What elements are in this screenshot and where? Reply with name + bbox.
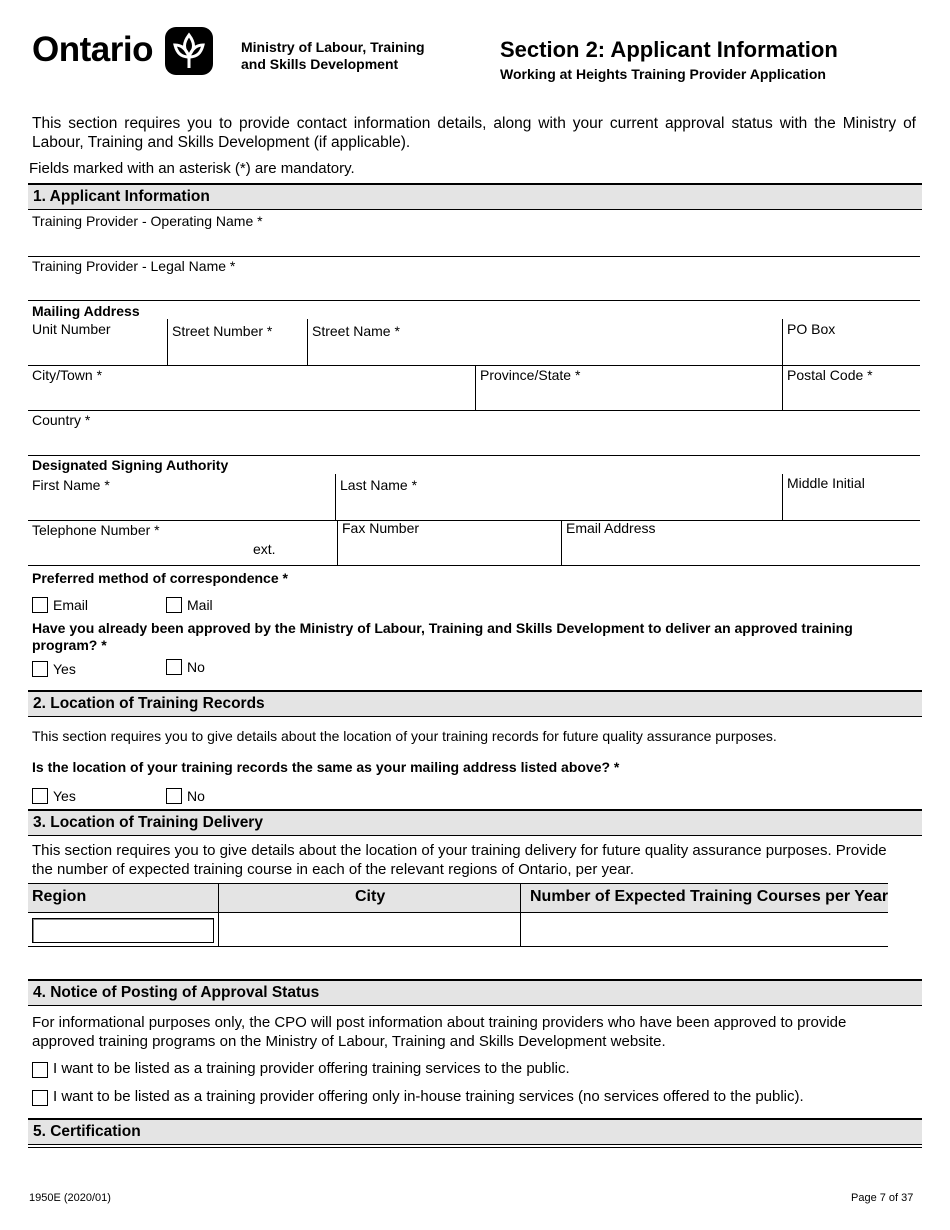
correspondence-mail-label: Mail (187, 597, 213, 613)
correspondence-email-checkbox[interactable] (32, 597, 48, 613)
mailing-address-heading: Mailing Address (32, 303, 140, 319)
street-name-field[interactable] (308, 340, 782, 365)
po-box-label: PO Box (787, 321, 836, 337)
legal-name-label: Training Provider - Legal Name * (32, 258, 236, 274)
courses-per-year-cell[interactable] (521, 914, 888, 946)
first-name-field[interactable] (28, 496, 335, 520)
section-3-header: 3. Location of Training Delivery (28, 809, 922, 836)
form-code: 1950E (2020/01) (29, 1192, 111, 1204)
inhouse-listing-checkbox[interactable] (32, 1090, 48, 1106)
middle-initial-field[interactable] (783, 496, 920, 520)
operating-name-field[interactable] (28, 232, 920, 256)
unit-number-label: Unit Number (32, 321, 111, 337)
section-5-header: 5. Certification (28, 1118, 922, 1145)
city-cell[interactable] (219, 914, 520, 946)
ministry-line-1: Ministry of Labour, Training (241, 39, 425, 55)
correspondence-question: Preferred method of correspondence * (32, 570, 288, 586)
approval-question: Have you already been approved by the Ministry of Labour, Training and Skills Development to deliver an approved training program? * (32, 620, 853, 653)
last-name-label: Last Name * (340, 477, 418, 493)
approval-yes-checkbox[interactable] (32, 661, 48, 677)
email-label: Email Address (566, 520, 656, 536)
ext-label: ext. (253, 541, 276, 557)
section-2-header: 2. Location of Training Records (28, 690, 922, 717)
section-4-description: For informational purposes only, the CPO will post information about training providers who have been approved to provide approved training programs on the Ministry of Labour, Training and Skills Development website. (32, 1014, 847, 1050)
postal-code-label: Postal Code * (787, 367, 873, 383)
province-field[interactable] (476, 386, 782, 410)
signing-authority-heading: Designated Signing Authority (32, 457, 229, 473)
records-location-question: Is the location of your training records the same as your mailing address listed above? * (32, 759, 620, 775)
ministry-line-2: and Skills Development (241, 56, 399, 72)
middle-initial-label: Middle Initial (787, 475, 865, 491)
po-box-field[interactable] (783, 340, 920, 365)
legal-name-field[interactable] (28, 277, 920, 300)
street-number-label: Street Number * (172, 323, 273, 339)
trillium-icon (165, 27, 213, 75)
page-title: Section 2: Applicant Information (500, 37, 838, 62)
operating-name-label: Training Provider - Operating Name * (32, 213, 263, 229)
correspondence-email-label: Email (53, 597, 89, 613)
records-no-label: No (187, 788, 205, 804)
inhouse-listing-label: I want to be listed as a training provider offering only in-house training services (no services offered to the public). (53, 1088, 804, 1105)
country-field[interactable] (28, 431, 920, 455)
street-name-label: Street Name * (312, 323, 400, 339)
section-2-description: This section requires you to give details about the location of your training records for future quality assurance purposes. (32, 728, 777, 744)
page-number: Page 7 of 37 (851, 1192, 914, 1204)
records-no-checkbox[interactable] (166, 788, 182, 804)
region-select[interactable] (32, 918, 214, 943)
correspondence-mail-checkbox[interactable] (166, 597, 182, 613)
telephone-label: Telephone Number * (32, 522, 160, 538)
column-header-region: Region (32, 888, 87, 905)
page-subtitle: Working at Heights Training Provider Application (500, 66, 826, 82)
column-header-city: City (355, 888, 386, 905)
street-number-field[interactable] (168, 340, 307, 365)
approval-no-label: No (187, 659, 205, 675)
column-header-courses: Number of Expected Training Courses per Year (530, 888, 889, 905)
mandatory-note: Fields marked with an asterisk (*) are mandatory. (29, 160, 355, 177)
records-yes-checkbox[interactable] (32, 788, 48, 804)
ontario-wordmark: Ontario (32, 30, 153, 69)
province-label: Province/State * (480, 367, 581, 383)
extension-field[interactable] (282, 540, 337, 565)
approval-no-checkbox[interactable] (166, 659, 182, 675)
unit-number-field[interactable] (28, 340, 167, 365)
country-label: Country * (32, 412, 91, 428)
public-listing-checkbox[interactable] (32, 1062, 48, 1078)
approval-yes-label: Yes (53, 661, 76, 677)
email-field[interactable] (562, 540, 920, 565)
postal-code-field[interactable] (783, 386, 920, 410)
section-1-header: 1. Applicant Information (28, 183, 922, 210)
city-field[interactable] (28, 386, 475, 410)
section-3-description: This section requires you to give details about the location of your training delivery for future quality assurance purposes. Provide the number of expected training course in each of the relevant regions of Ontario, per year. (32, 842, 887, 878)
intro-text: This section requires you to provide contact information details, along with your current approval status with the Ministry of Labour, Training and Skills Development (if applicable). (32, 115, 916, 151)
fax-field[interactable] (338, 540, 561, 565)
section-4-header: 4. Notice of Posting of Approval Status (28, 979, 922, 1006)
ministry-name (241, 39, 425, 73)
public-listing-label: I want to be listed as a training provider offering training services to the public. (53, 1060, 570, 1077)
telephone-field[interactable] (28, 540, 248, 565)
fax-label: Fax Number (342, 520, 420, 536)
records-yes-label: Yes (53, 788, 76, 804)
last-name-field[interactable] (336, 496, 782, 520)
city-label: City/Town * (32, 367, 103, 383)
first-name-label: First Name * (32, 477, 110, 493)
